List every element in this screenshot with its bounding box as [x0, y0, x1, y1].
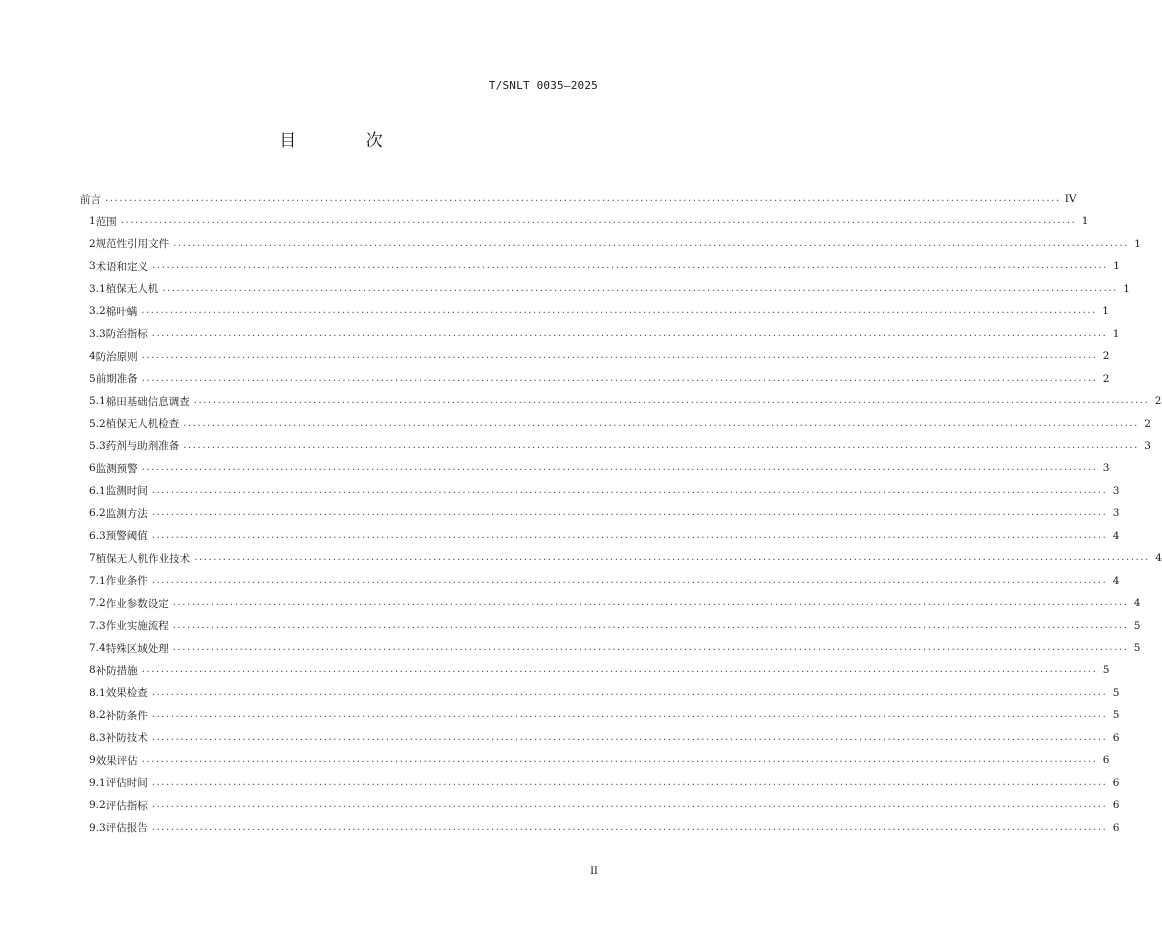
toc-entry-number: 5.3: [89, 439, 106, 452]
toc-entry[interactable]: [89, 458, 1110, 478]
toc-entry-label: 前言: [80, 193, 101, 206]
toc-entry-page: 1: [1102, 305, 1109, 318]
toc-entry-page: 4: [1133, 597, 1141, 610]
toc-leader-dots: ........................................................................................................................................................................................................: [183, 417, 1139, 429]
toc-leader-dots: ........................................................................................................................................................................................................: [141, 462, 1098, 474]
toc-leader-dots: ........................................................................................................................................................................................................: [141, 305, 1097, 317]
toc-entry-number: 7: [89, 552, 96, 565]
toc-entry-page: 3: [1112, 484, 1120, 497]
toc-entry-label: 评估指标: [105, 799, 148, 812]
toc-entry-label: 作业条件: [105, 575, 148, 588]
toc-entry-page: 6: [1112, 731, 1120, 744]
toc-leader-dots: ........................................................................................................................................................................................................: [141, 664, 1098, 676]
toc-leader-dots: ........................................................................................................................................................................................................: [151, 799, 1108, 811]
toc-leader-dots: ........................................................................................................................................................................................................: [193, 395, 1150, 407]
toc-entry-label: 效果检查: [105, 687, 148, 700]
toc-entry[interactable]: [89, 414, 1151, 434]
toc-entry-page: 1: [1123, 282, 1130, 295]
document-code: T/SNLT 0035—2025: [488, 79, 598, 92]
toc-entry-number: 7.1: [89, 574, 106, 587]
toc-entry-number: 3.1: [89, 282, 106, 295]
toc-entry-label: 作业实施流程: [105, 620, 169, 633]
toc-entry-page: 4: [1155, 552, 1162, 565]
toc-entry-label: 评估时间: [105, 777, 148, 790]
toc-entry-page: 2: [1102, 372, 1110, 385]
toc-entry-number: 2: [89, 237, 96, 250]
toc-entry-label: 补防条件: [105, 709, 148, 722]
toc-entry-number: 9.3: [89, 821, 106, 834]
toc-entry[interactable]: [89, 705, 1120, 725]
toc-entry-number: 4: [89, 350, 96, 363]
toc-leader-dots: ........................................................................................................................................................................................................: [172, 597, 1129, 609]
toc-entry-number: 3.2: [89, 305, 106, 318]
toc-leader-dots: ........................................................................................................................................................................................................: [194, 552, 1150, 564]
toc-entry-page: 4: [1112, 574, 1120, 587]
toc-leader-dots: ........................................................................................................................................................................................................: [105, 193, 1061, 204]
toc-entry[interactable]: [89, 211, 1089, 231]
toc-entry[interactable]: [89, 638, 1141, 658]
toc-entry-number: 8: [89, 664, 96, 677]
toc-entry[interactable]: [89, 660, 1110, 680]
toc-entry-label: 评估报告: [105, 822, 148, 835]
toc-entry[interactable]: [89, 526, 1120, 546]
toc-entry-page: 5: [1133, 642, 1141, 654]
toc-entry-page: 3: [1144, 439, 1151, 452]
toc-leader-dots: ........................................................................................................................................................................................................: [141, 754, 1098, 766]
toc-leader-dots: ........................................................................................................................................................................................................: [151, 574, 1108, 586]
toc-entry-page: 2: [1102, 350, 1110, 363]
toc-entry-label: 补防技术: [105, 732, 148, 745]
toc-entry-label: 棉叶螨: [105, 305, 138, 318]
toc-entry[interactable]: [89, 750, 1110, 770]
toc-entry-page: 1: [1113, 260, 1120, 273]
toc-entry[interactable]: [89, 795, 1120, 815]
toc-entry[interactable]: [89, 234, 1141, 254]
toc-entry[interactable]: [89, 279, 1130, 299]
toc-entry-page: 1: [1134, 237, 1141, 250]
toc-leader-dots: ........................................................................................................................................................................................................: [151, 731, 1108, 743]
toc-entry-number: 5.2: [89, 417, 106, 430]
toc-leader-dots: ........................................................................................................................................................................................................: [151, 529, 1108, 541]
toc-entry-number: 7.3: [89, 619, 106, 632]
toc-entry-number: 7.2: [89, 597, 106, 610]
toc-entry-number: 5: [89, 372, 96, 385]
toc-entry-page: 2: [1154, 395, 1162, 408]
toc-entry-number: 6.1: [89, 484, 106, 497]
toc-leader-dots: ........................................................................................................................................................................................................: [172, 619, 1129, 631]
toc-entry-page: 5: [1112, 686, 1120, 699]
toc-entry-number: 7.4: [89, 642, 106, 654]
toc-entry-number: 6.3: [89, 529, 106, 542]
toc-entry[interactable]: [89, 818, 1120, 838]
toc-entry-label: 植保无人机: [105, 283, 159, 296]
toc-entry[interactable]: [89, 436, 1151, 456]
page-number: II: [590, 866, 598, 877]
toc-entry[interactable]: [89, 683, 1120, 703]
toc-entry-label: 作业参数设定: [105, 597, 169, 610]
toc-entry[interactable]: [89, 571, 1120, 591]
toc-entry-number: 6.2: [89, 507, 106, 520]
toc-entry-label: 监测时间: [105, 485, 148, 498]
toc-entry-label: 防治指标: [105, 328, 148, 341]
toc-entry[interactable]: [89, 728, 1120, 748]
toc-leader-dots: ........................................................................................................................................................................................................: [162, 282, 1118, 294]
toc-entry-page: 5: [1102, 664, 1110, 677]
toc-entry[interactable]: [89, 324, 1120, 344]
toc-entry-label: 棉田基础信息调查: [105, 395, 190, 408]
toc-entry[interactable]: [89, 481, 1120, 501]
toc-leader-dots: ........................................................................................................................................................................................................: [151, 821, 1108, 833]
toc-entry-page: 4: [1112, 529, 1120, 542]
toc-entry[interactable]: [89, 256, 1120, 276]
toc-entry-number: 9.2: [89, 799, 106, 812]
toc-entry-label: 特殊区域处理: [105, 642, 169, 655]
toc-entry-label: 前期准备: [95, 373, 138, 386]
toc-entry-label: 规范性引用文件: [95, 238, 170, 251]
toc-entry-number: 1: [89, 215, 96, 228]
toc-entry-label: 监测预警: [95, 462, 138, 475]
toc-entry[interactable]: [89, 391, 1162, 411]
toc-entry-page: 1: [1081, 215, 1089, 228]
toc-entry[interactable]: [89, 593, 1141, 613]
toc-entry[interactable]: [89, 301, 1109, 321]
toc-entry-label: 植保无人机检查: [105, 418, 180, 430]
toc-entry-label: 预警阈值: [105, 530, 148, 543]
toc-leader-dots: ........................................................................................................................................................................................................: [173, 237, 1129, 249]
toc-entry-label: 植保无人机作业技术: [95, 552, 191, 565]
toc-leader-dots: ........................................................................................................................................................................................................: [152, 260, 1108, 272]
toc-entry-number: 5.1: [89, 395, 106, 408]
toc-leader-dots: ........................................................................................................................................................................................................: [151, 507, 1108, 519]
toc-entry-number: 9.1: [89, 776, 106, 789]
toc-leader-dots: ........................................................................................................................................................................................................: [183, 439, 1139, 451]
toc-entry-page: 3: [1102, 462, 1110, 475]
toc-entry-number: 8.3: [89, 731, 106, 744]
toc-entry-number: 3: [89, 260, 96, 273]
toc-leader-dots: ........................................................................................................................................................................................................: [151, 484, 1108, 496]
toc-leader-dots: ........................................................................................................................................................................................................: [151, 327, 1108, 339]
toc-leader-dots: ........................................................................................................................................................................................................: [141, 372, 1098, 384]
toc-entry[interactable]: [89, 773, 1120, 793]
toc-entry-label: 范围: [95, 215, 117, 228]
toc-entry-number: 8.2: [89, 709, 106, 722]
toc-entry-label: 药剂与助剂准备: [105, 440, 180, 453]
toc-leader-dots: ........................................................................................................................................................................................................: [151, 686, 1108, 698]
toc-title: 目 次: [279, 131, 415, 151]
toc-entry[interactable]: [89, 346, 1110, 366]
toc-entry-page: 6: [1112, 776, 1120, 789]
toc-entry[interactable]: [89, 548, 1162, 568]
toc-entry-label: 监测方法: [105, 507, 148, 520]
toc-entry-number: 3.3: [89, 327, 106, 340]
toc-entry-page: 6: [1102, 754, 1110, 767]
toc-leader-dots: ........................................................................................................................................................................................................: [151, 709, 1108, 721]
toc-leader-dots: ........................................................................................................................................................................................................: [141, 350, 1098, 362]
toc-leader-dots: ........................................................................................................................................................................................................: [172, 642, 1129, 653]
toc-entry-page: 5: [1112, 709, 1120, 722]
toc-entry-page: 1: [1112, 327, 1120, 340]
toc-entry-label: 补防措施: [95, 664, 138, 677]
toc-entry-number: 9: [89, 754, 96, 767]
toc-entry-label: 术语和定义: [95, 260, 149, 273]
toc-leader-dots: ........................................................................................................................................................................................................: [151, 776, 1108, 788]
toc-entry-page: 6: [1112, 821, 1120, 834]
toc-entry-number: 8.1: [89, 686, 106, 699]
toc-entry-page: 3: [1112, 507, 1120, 520]
toc-entry[interactable]: [89, 616, 1141, 636]
toc-entry-page: 6: [1112, 799, 1120, 812]
toc-entry-number: 6: [89, 462, 96, 475]
toc-entry[interactable]: [80, 189, 1077, 209]
toc-entry[interactable]: [89, 369, 1110, 389]
toc-entry-page: IV: [1064, 193, 1077, 205]
toc-entry-page: 5: [1133, 619, 1141, 632]
toc-leader-dots: ........................................................................................................................................................................................................: [120, 215, 1077, 227]
toc-entry-page: 2: [1144, 417, 1151, 430]
toc-entry-label: 效果评估: [95, 754, 138, 767]
toc-entry[interactable]: [89, 503, 1120, 523]
toc-entry-label: 防治原则: [95, 350, 138, 363]
